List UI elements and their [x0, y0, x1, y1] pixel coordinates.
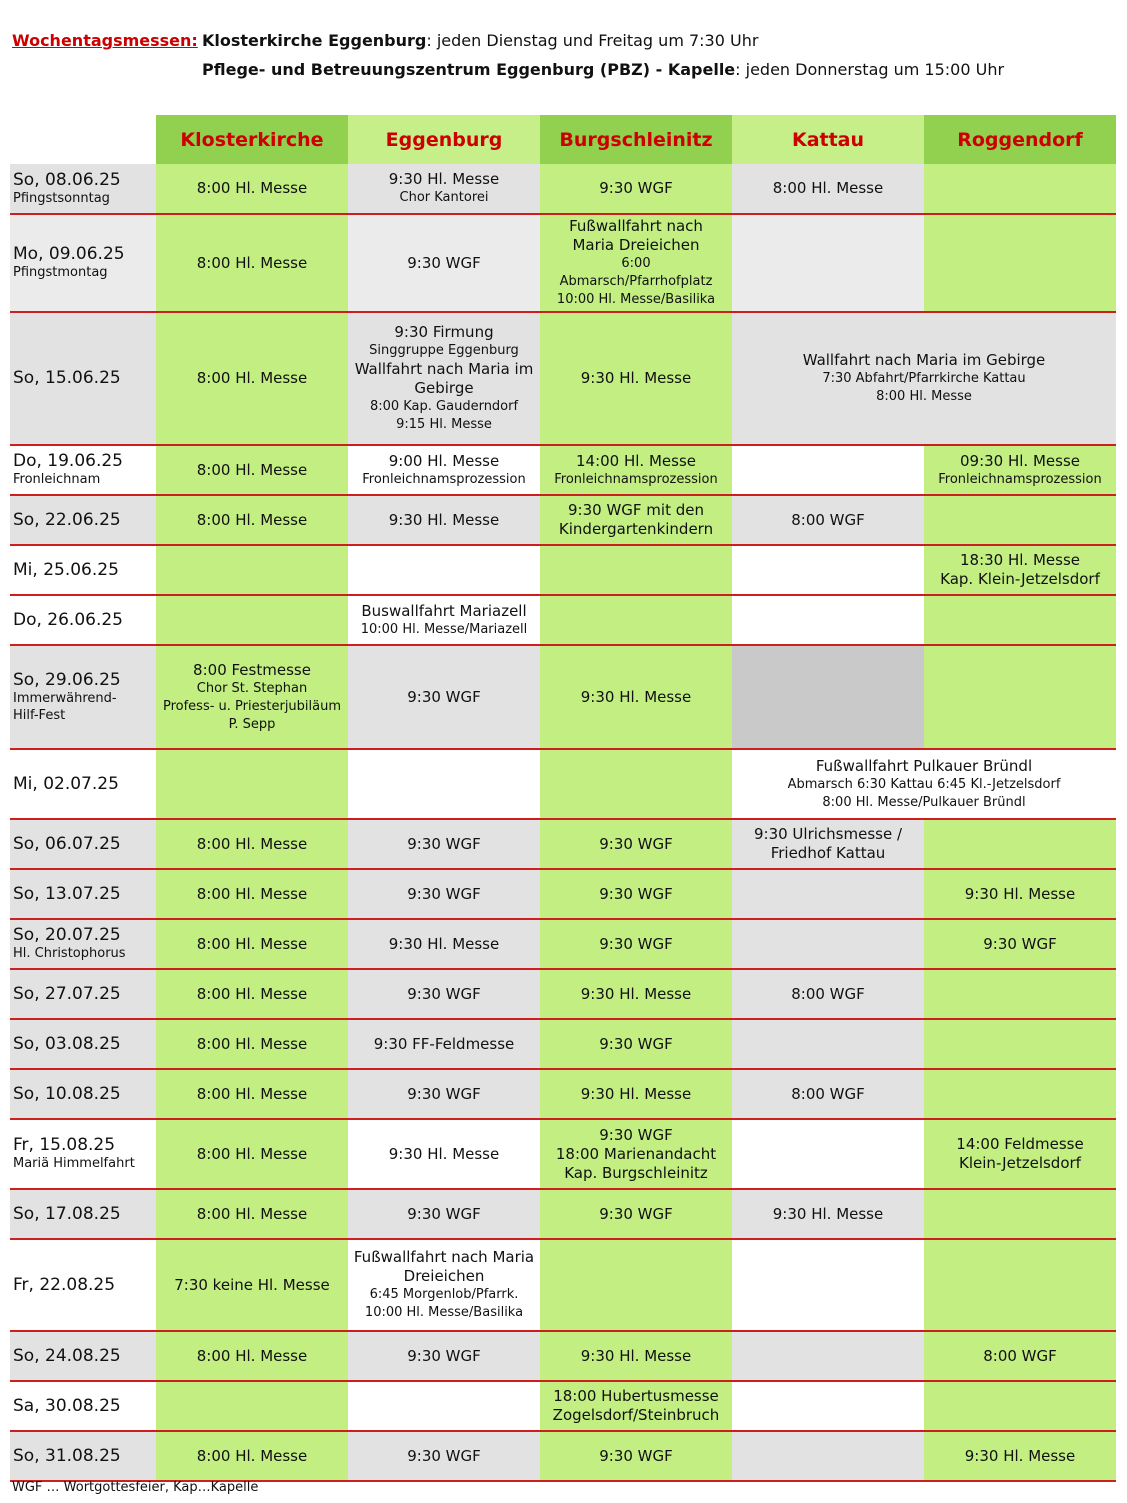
header-corner [10, 115, 156, 164]
header-line-2-text: : jeden Donnerstag um 15:00 Uhr [735, 60, 1005, 79]
schedule-cell [540, 1189, 732, 1239]
schedule-cell [540, 1239, 732, 1331]
event-text: 8:00 Hl. Messe [196, 369, 308, 387]
schedule-cell [348, 969, 540, 1019]
event-detail: 8:00 Hl. Messe [876, 389, 972, 404]
schedule-cell [156, 595, 348, 645]
schedule-cell [924, 645, 1116, 749]
schedule-cell [540, 1069, 732, 1119]
schedule-cell [924, 445, 1116, 495]
schedule-cell [924, 164, 1116, 214]
event-text: 8:00 Hl. Messe [196, 884, 308, 903]
event-text: 9:30 Firmung [394, 323, 494, 341]
event-text: 9:30 Hl. Messe [964, 1446, 1076, 1465]
date-cell [10, 164, 156, 214]
table-row [10, 164, 1116, 214]
event-text: Fußwallfahrt nach Maria [353, 1248, 535, 1266]
schedule-cell [924, 495, 1116, 545]
event-text: 9:30 WGF [599, 1204, 673, 1223]
schedule-cell [348, 1119, 540, 1189]
event-text: 9:30 WGF [599, 834, 673, 853]
date-cell [10, 969, 156, 1019]
table-row [10, 214, 1116, 312]
schedule-cell [732, 1189, 924, 1239]
schedule-cell [924, 969, 1116, 1019]
event-detail: Fronleichnamsprozession [554, 471, 718, 487]
event-text: 9:30 FF-Feldmesse [373, 1034, 515, 1053]
schedule-cell [732, 214, 924, 312]
schedule-cell [924, 919, 1116, 969]
schedule-cell [732, 645, 924, 749]
event-detail: Fronleichnamsprozession [938, 471, 1102, 487]
table-row [10, 869, 1116, 919]
schedule-cell [540, 312, 732, 445]
date-label: Do, 26.06.25 [13, 609, 124, 630]
schedule-cell [540, 749, 732, 819]
event-detail: 8:00 Hl. Messe/Pulkauer Bründl [822, 794, 1026, 810]
date-label: So, 08.06.25 [13, 169, 121, 190]
event-detail: Fronleichnamsprozession [362, 471, 526, 487]
event-text: 9:30 WGF mit den [568, 501, 704, 519]
schedule-cell-merged [732, 312, 1116, 445]
event-text: 8:00 Hl. Messe [196, 834, 308, 853]
event-text: 9:30 Hl. Messe [580, 369, 692, 387]
table-row [10, 1431, 1116, 1481]
schedule-cell [348, 749, 540, 819]
schedule-cell [348, 1239, 540, 1331]
date-label: So, 15.06.25 [13, 368, 121, 388]
schedule-cell [732, 1119, 924, 1189]
schedule-cell [156, 445, 348, 495]
schedule-cell [540, 1119, 732, 1189]
event-text: 9:00 Hl. Messe [388, 451, 500, 470]
date-label: So, 29.06.25 [13, 669, 121, 690]
table-row [10, 1239, 1116, 1331]
feast-label: Pfingstmontag [13, 265, 108, 280]
event-text: 9:30 WGF [407, 834, 481, 853]
legend-footnote: WGF … Wortgottesfeier, Kap…Kapelle [12, 1480, 259, 1495]
date-cell [10, 1381, 156, 1431]
event-text: 9:30 WGF [407, 687, 481, 706]
schedule-cell [540, 1381, 732, 1431]
header-line-1-bold: Klosterkirche Eggenburg [202, 31, 427, 50]
schedule-cell [540, 445, 732, 495]
schedule-cell [348, 1381, 540, 1431]
schedule-cell [540, 969, 732, 1019]
event-text: Fußwallfahrt nach [569, 217, 703, 235]
feast-label: Hl. Christophorus [13, 946, 126, 961]
schedule-cell [156, 495, 348, 545]
event-text: 9:30 WGF [983, 934, 1057, 953]
schedule-cell [156, 919, 348, 969]
event-detail: 10:00 Hl. Messe/Basilika [364, 1305, 524, 1320]
schedule-cell [156, 1431, 348, 1481]
event-text: Wallfahrt nach Maria im [354, 360, 534, 378]
schedule-cell [732, 1331, 924, 1381]
event-text: Kap. Klein-Jetzelsdorf [940, 570, 1100, 588]
schedule-cell [540, 595, 732, 645]
column-header-klosterkirche: Klosterkirche [156, 115, 348, 164]
feast-label: Immerwährend- Hilf-Fest [13, 690, 117, 723]
column-header-kattau: Kattau [732, 115, 924, 164]
event-text: 8:00 Hl. Messe [196, 984, 308, 1003]
event-detail: 10:00 Hl. Messe/Basilika [556, 292, 716, 307]
event-text: 9:30 WGF [407, 253, 481, 272]
event-text: Maria Dreieichen [572, 236, 700, 254]
event-text: Kindergartenkindern [558, 520, 714, 538]
date-cell [10, 1119, 156, 1189]
event-text: 9:30 Hl. Messe [964, 884, 1076, 903]
event-text: 8:00 Festmesse [193, 660, 311, 679]
date-label: So, 27.07.25 [13, 983, 121, 1004]
table-row [10, 1381, 1116, 1431]
feast-label: Fronleichnam [13, 472, 101, 487]
header-line-2-bold: Pflege- und Betreuungszentrum Eggenburg (PBZ) - Kapelle [202, 60, 736, 79]
schedule-cell [540, 919, 732, 969]
date-label: So, 03.08.25 [13, 1033, 121, 1054]
event-text: 18:30 Hl. Messe [959, 551, 1080, 569]
date-cell [10, 1239, 156, 1331]
event-text: Wallfahrt nach Maria im Gebirge [802, 351, 1046, 369]
schedule-cell [732, 1239, 924, 1331]
event-text: 9:30 Hl. Messe [580, 687, 692, 706]
event-text: 8:00 Hl. Messe [196, 1084, 308, 1103]
event-text: 8:00 Hl. Messe [196, 1034, 308, 1053]
event-text: Buswallfahrt Mariazell [361, 601, 527, 620]
event-text: 9:30 WGF [599, 934, 673, 953]
schedule-cell [156, 1381, 348, 1431]
schedule-cell [540, 214, 732, 312]
event-text: 8:00 Hl. Messe [196, 179, 308, 197]
event-text: 9:30 WGF [407, 884, 481, 903]
date-cell [10, 819, 156, 869]
schedule-cell [924, 1331, 1116, 1381]
event-text: Friedhof Kattau [770, 844, 886, 862]
date-cell [10, 869, 156, 919]
event-text: 9:30 WGF [407, 1446, 481, 1465]
event-text: 9:30 WGF [407, 1346, 481, 1365]
date-label: Fr, 15.08.25 [13, 1135, 116, 1155]
schedule-cell [540, 495, 732, 545]
table-row [10, 1331, 1116, 1381]
event-text: 8:00 WGF [791, 1084, 865, 1103]
date-label: Sa, 30.08.25 [13, 1395, 121, 1416]
schedule-cell [348, 1331, 540, 1381]
schedule-cell [540, 1331, 732, 1381]
schedule-cell [732, 919, 924, 969]
event-text: 8:00 Hl. Messe [196, 1144, 308, 1163]
event-detail: Abmarsch 6:30 Kattau 6:45 Kl.-Jetzelsdorf [787, 776, 1061, 792]
date-cell [10, 919, 156, 969]
table-row [10, 819, 1116, 869]
table-header-row [10, 115, 1116, 164]
schedule-cell [732, 1381, 924, 1431]
schedule-cell [924, 1381, 1116, 1431]
event-text: Fußwallfahrt Pulkauer Bründl [815, 756, 1033, 775]
schedule-cell [348, 545, 540, 595]
schedule-cell [156, 545, 348, 595]
event-text: 9:30 WGF [599, 884, 673, 903]
schedule-cell [924, 545, 1116, 595]
table-row [10, 1189, 1116, 1239]
event-text: 8:00 WGF [791, 510, 865, 529]
mass-schedule-table [10, 115, 1116, 1482]
date-label: Mi, 02.07.25 [13, 773, 119, 794]
date-cell [10, 312, 156, 445]
schedule-cell [732, 495, 924, 545]
table-row [10, 545, 1116, 595]
date-cell [10, 495, 156, 545]
event-text: 9:30 Hl. Messe [388, 1144, 500, 1163]
event-text: 9:30 WGF [407, 984, 481, 1003]
schedule-cell [924, 819, 1116, 869]
event-detail: Singgruppe Eggenburg [369, 343, 519, 358]
date-cell [10, 1069, 156, 1119]
date-cell [10, 1019, 156, 1069]
schedule-cell [156, 749, 348, 819]
schedule-cell [732, 1431, 924, 1481]
feast-label: Pfingstsonntag [13, 190, 110, 206]
event-text: 8:00 WGF [983, 1346, 1057, 1365]
schedule-cell [156, 1189, 348, 1239]
date-label: So, 20.07.25 [13, 925, 121, 945]
schedule-cell [924, 1239, 1116, 1331]
event-text: 8:00 Hl. Messe [196, 934, 308, 953]
event-text: 9:30 Hl. Messe [580, 984, 692, 1003]
feast-label: Mariä Himmelfahrt [13, 1156, 135, 1171]
event-text: 8:00 Hl. Messe [772, 179, 884, 197]
table-row [10, 969, 1116, 1019]
column-header-eggenburg: Eggenburg [348, 115, 540, 164]
date-label: So, 24.08.25 [13, 1345, 121, 1366]
date-cell [10, 645, 156, 749]
schedule-cell-merged [732, 749, 1116, 819]
event-text: 09:30 Hl. Messe [959, 451, 1080, 470]
schedule-cell [540, 1431, 732, 1481]
event-detail: 10:00 Hl. Messe/Mariazell [360, 621, 528, 637]
date-cell [10, 445, 156, 495]
event-text: 18:00 Marienandacht [555, 1144, 717, 1163]
schedule-cell [732, 819, 924, 869]
date-label: So, 17.08.25 [13, 1203, 121, 1224]
schedule-cell [732, 1069, 924, 1119]
event-text: 9:30 Hl. Messe [580, 1346, 692, 1365]
event-text: 9:30 Hl. Messe [388, 510, 500, 529]
event-text: Gebirge [414, 379, 474, 397]
schedule-cell [156, 869, 348, 919]
header-line-1 [12, 26, 1004, 55]
event-text: Dreieichen [403, 1267, 485, 1285]
table-row [10, 749, 1116, 819]
schedule-cell [348, 819, 540, 869]
event-detail: 6:00 Abmarsch/Pfarrhofplatz [559, 256, 713, 289]
event-text: 8:00 Hl. Messe [196, 510, 308, 529]
event-text: Klein-Jetzelsdorf [959, 1154, 1081, 1172]
event-detail: P. Sepp [228, 716, 276, 732]
event-text: Zogelsdorf/Steinbruch [552, 1406, 720, 1424]
weekday-masses-header [12, 26, 1004, 84]
schedule-cell [540, 164, 732, 214]
schedule-cell [156, 1331, 348, 1381]
schedule-cell [156, 214, 348, 312]
date-cell [10, 1331, 156, 1381]
date-cell [10, 595, 156, 645]
table-row [10, 1069, 1116, 1119]
event-text: 14:00 Hl. Messe [575, 451, 696, 470]
column-header-roggendorf: Roggendorf [924, 115, 1116, 164]
event-text: 9:30 WGF [599, 1125, 673, 1144]
date-cell [10, 545, 156, 595]
schedule-cell [732, 545, 924, 595]
event-text: 9:30 WGF [407, 1204, 481, 1223]
event-detail: 7:30 Abfahrt/Pfarrkirche Kattau [822, 371, 1026, 386]
table-row [10, 1119, 1116, 1189]
date-cell [10, 1431, 156, 1481]
schedule-cell [156, 645, 348, 749]
schedule-cell [348, 214, 540, 312]
event-detail: 6:45 Morgenlob/Pfarrk. [369, 1287, 519, 1302]
schedule-cell [348, 164, 540, 214]
schedule-cell [924, 869, 1116, 919]
schedule-cell [156, 164, 348, 214]
event-text: 18:00 Hubertusmesse [553, 1387, 719, 1405]
schedule-cell [732, 445, 924, 495]
table-row [10, 1019, 1116, 1069]
event-text: 9:30 WGF [599, 1034, 673, 1053]
schedule-cell [348, 1431, 540, 1481]
event-detail: Profess- u. Priesterjubiläum [162, 698, 342, 714]
event-text: 9:30 Hl. Messe [580, 1084, 692, 1103]
event-detail: 9:15 Hl. Messe [396, 417, 492, 432]
schedule-cell [156, 312, 348, 445]
table-row [10, 445, 1116, 495]
event-text: 9:30 WGF [599, 179, 673, 197]
event-text: 14:00 Feldmesse [956, 1135, 1084, 1153]
schedule-cell [348, 1019, 540, 1069]
table-row [10, 645, 1116, 749]
table-row [10, 595, 1116, 645]
schedule-cell [732, 595, 924, 645]
table-row [10, 312, 1116, 445]
schedule-cell [348, 445, 540, 495]
schedule-cell [348, 919, 540, 969]
schedule-cell [924, 595, 1116, 645]
event-text: 9:30 Hl. Messe [772, 1204, 884, 1223]
schedule-cell [348, 645, 540, 749]
schedule-cell [348, 495, 540, 545]
schedule-cell [924, 1189, 1116, 1239]
schedule-cell [348, 869, 540, 919]
event-text: 8:00 Hl. Messe [196, 1204, 308, 1223]
event-text: 8:00 Hl. Messe [196, 1446, 308, 1465]
event-text: 8:00 Hl. Messe [196, 460, 308, 479]
table-row [10, 919, 1116, 969]
event-text: 9:30 WGF [599, 1446, 673, 1465]
schedule-cell [924, 1119, 1116, 1189]
schedule-cell [732, 164, 924, 214]
schedule-cell [540, 869, 732, 919]
event-text: 9:30 Hl. Messe [388, 934, 500, 953]
schedule-cell [732, 1019, 924, 1069]
schedule-cell [540, 645, 732, 749]
schedule-cell [156, 1019, 348, 1069]
event-text: 7:30 keine Hl. Messe [174, 1275, 330, 1294]
schedule-cell [540, 819, 732, 869]
schedule-cell [732, 969, 924, 1019]
column-header-burgschleinitz: Burgschleinitz [540, 115, 732, 164]
schedule-cell [540, 1019, 732, 1069]
date-cell [10, 214, 156, 312]
event-text: 8:00 Hl. Messe [196, 1346, 308, 1365]
table-row [10, 495, 1116, 545]
date-label: So, 22.06.25 [13, 509, 121, 530]
schedule-cell [348, 312, 540, 445]
event-text: 9:30 Ulrichsmesse / [753, 825, 903, 843]
date-label: So, 10.08.25 [13, 1083, 121, 1104]
schedule-cell [540, 545, 732, 595]
date-label: So, 06.07.25 [13, 833, 121, 854]
date-cell [10, 749, 156, 819]
event-text: 8:00 WGF [791, 984, 865, 1003]
date-label: Mo, 09.06.25 [13, 244, 125, 264]
date-label: Mi, 25.06.25 [13, 559, 119, 580]
event-detail: Chor St. Stephan [196, 680, 308, 696]
schedule-cell [924, 1431, 1116, 1481]
schedule-cell [156, 1239, 348, 1331]
schedule-cell [156, 1069, 348, 1119]
event-text: 9:30 Hl. Messe [388, 170, 500, 188]
schedule-cell [348, 595, 540, 645]
date-label: Do, 19.06.25 [13, 451, 124, 471]
schedule-cell [156, 969, 348, 1019]
date-label: Fr, 22.08.25 [13, 1274, 116, 1295]
event-detail: Chor Kantorei [399, 190, 489, 205]
weekday-masses-label: Wochentagsmessen: [12, 31, 198, 50]
date-cell [10, 1189, 156, 1239]
event-detail: 8:00 Kap. Gauderndorf [369, 399, 519, 414]
event-text: 8:00 Hl. Messe [196, 253, 308, 272]
event-text: Kap. Burgschleinitz [564, 1163, 708, 1182]
schedule-cell [348, 1189, 540, 1239]
schedule-cell [924, 214, 1116, 312]
event-text: 9:30 WGF [407, 1084, 481, 1103]
header-line-2 [12, 55, 1004, 84]
date-label: So, 13.07.25 [13, 883, 121, 904]
schedule-cell [924, 1019, 1116, 1069]
schedule-cell [348, 1069, 540, 1119]
schedule-cell [156, 819, 348, 869]
schedule-cell [732, 869, 924, 919]
header-line-1-text: : jeden Dienstag und Freitag um 7:30 Uhr [426, 31, 759, 50]
date-label: So, 31.08.25 [13, 1445, 121, 1466]
schedule-cell [924, 1069, 1116, 1119]
schedule-body [10, 164, 1116, 1481]
schedule-cell [156, 1119, 348, 1189]
